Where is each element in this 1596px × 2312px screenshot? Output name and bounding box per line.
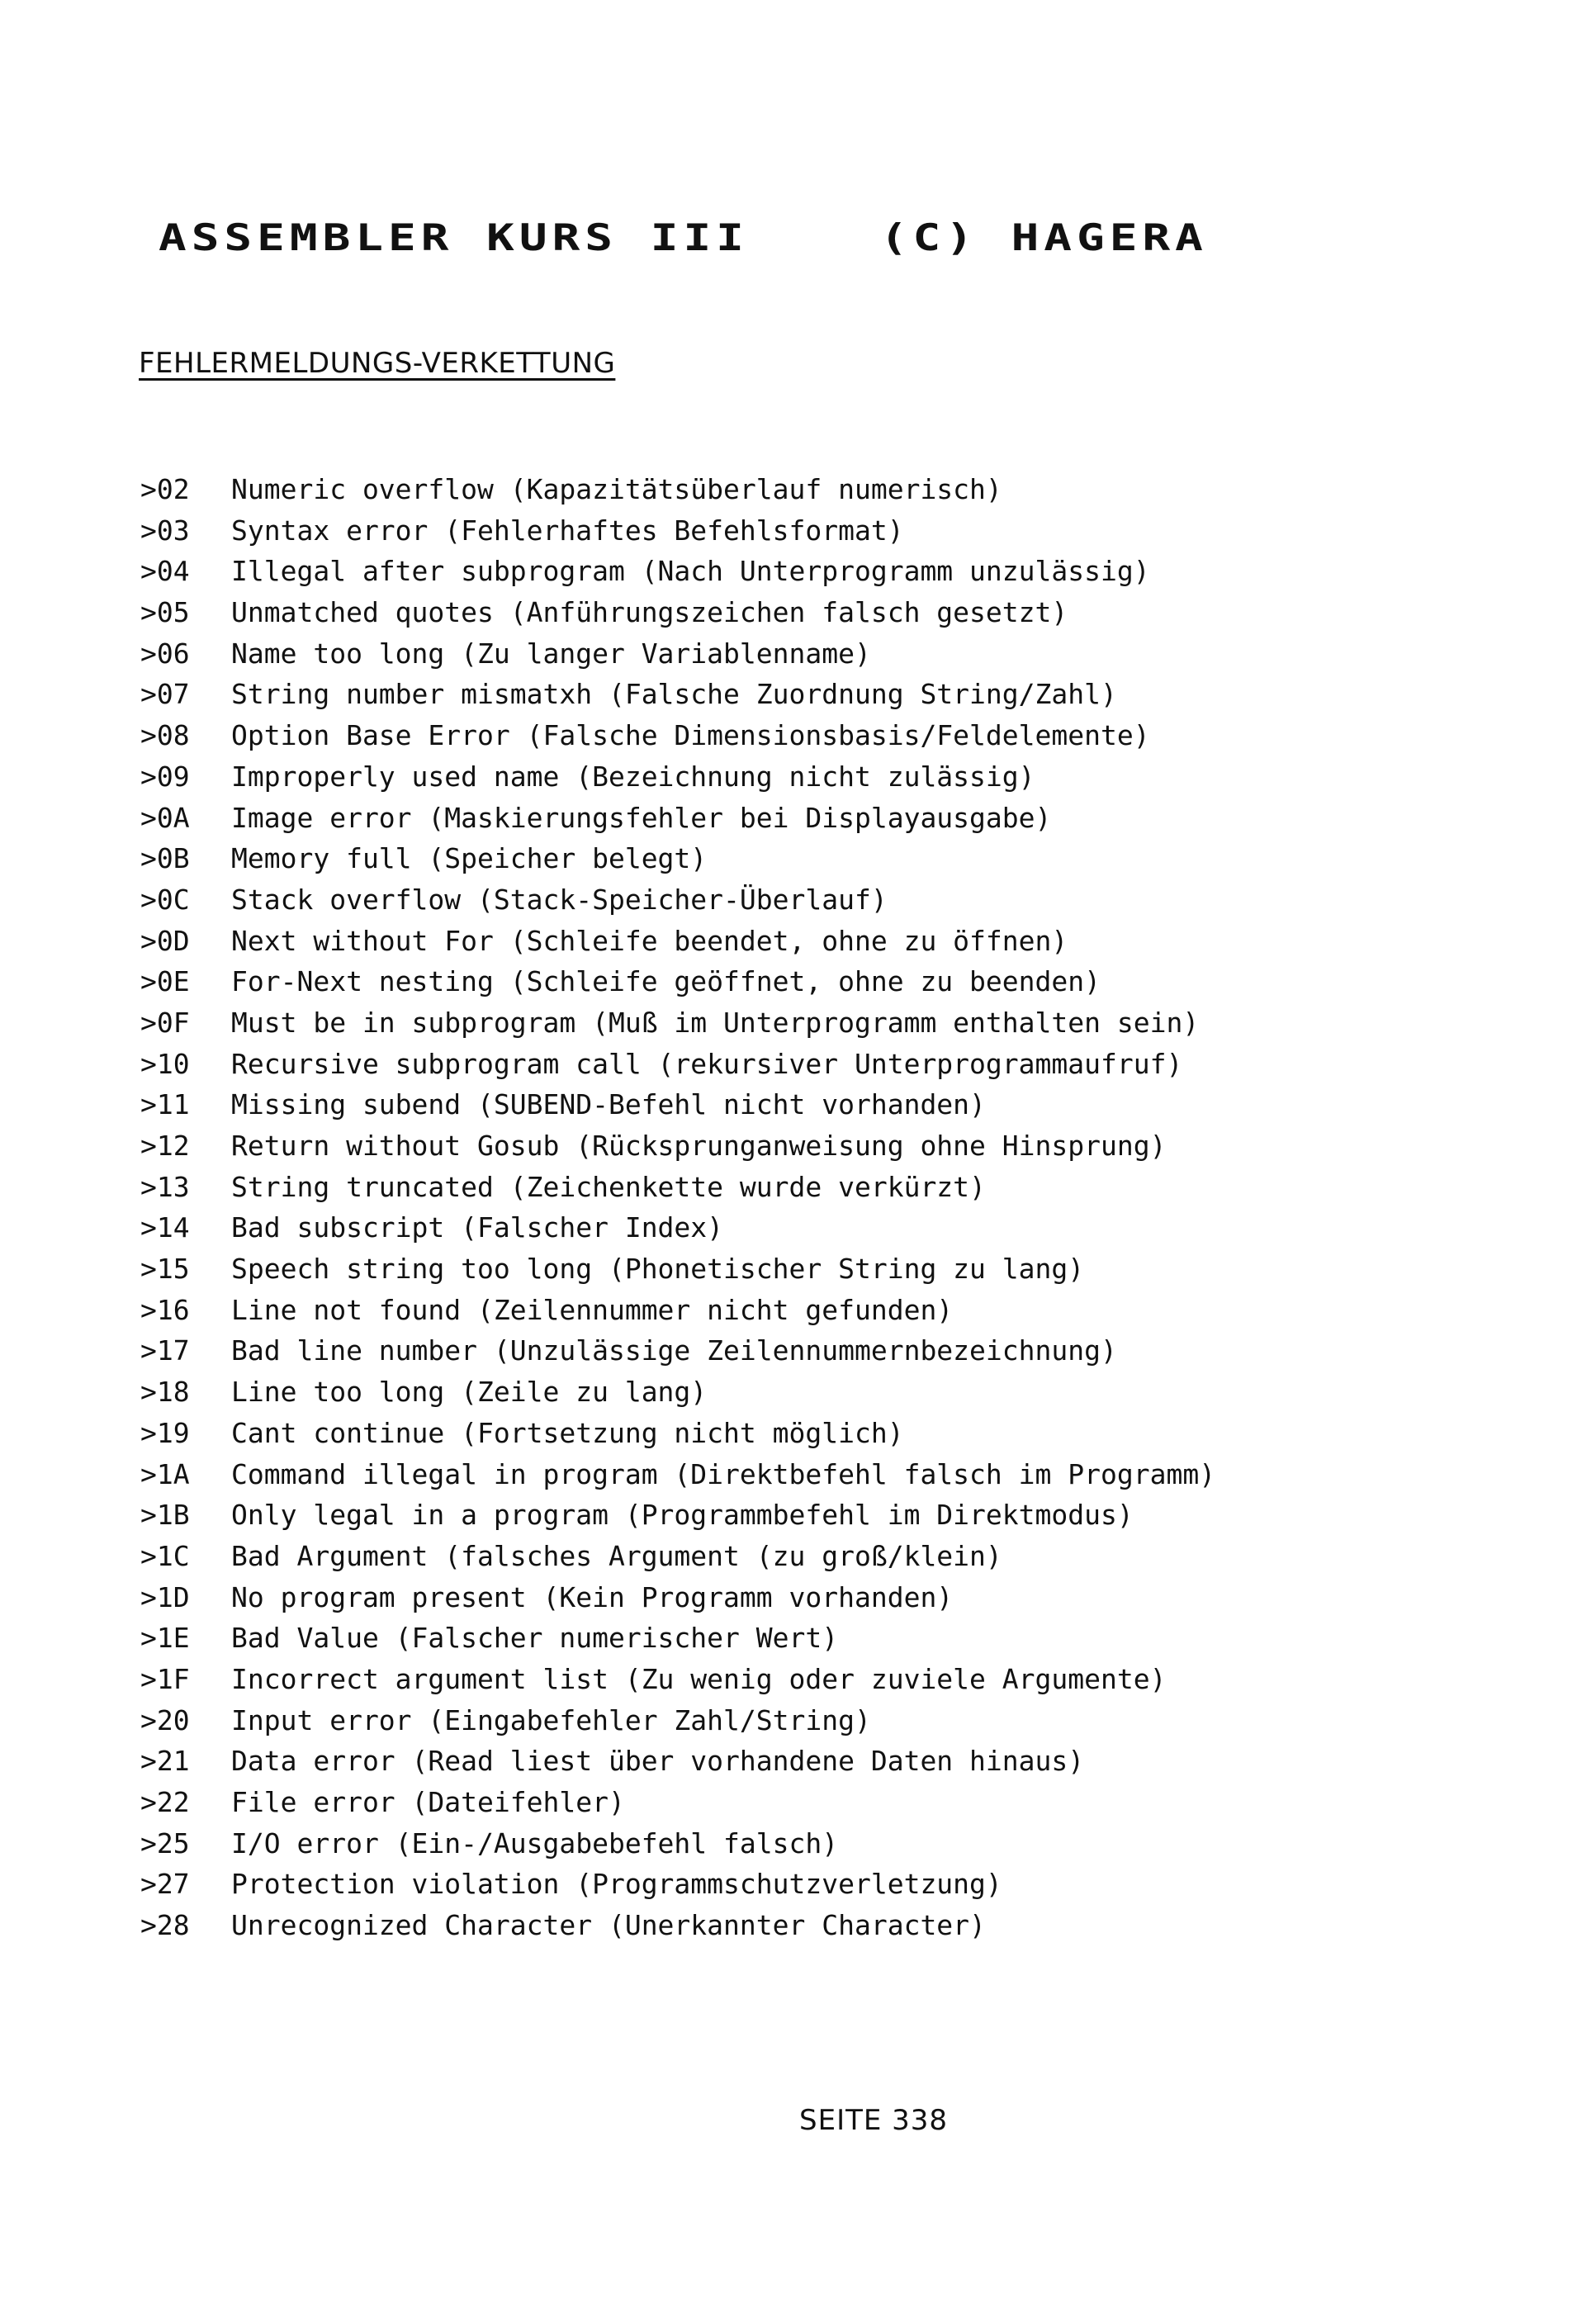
error-description: Only legal in a program (Programmbefehl im Direktmodus) <box>231 1499 1134 1532</box>
error-code: >08 <box>140 719 190 752</box>
error-description: Name too long (Zu langer Variablenname) <box>231 637 871 670</box>
error-code: >22 <box>140 1786 190 1818</box>
error-list-item <box>140 1125 1585 1167</box>
error-code: >03 <box>140 514 190 547</box>
error-code: >0A <box>140 801 190 834</box>
error-description: Bad Argument (falsches Argument (zu groß/klein) <box>231 1539 1002 1572</box>
error-description: Bad subscript (Falscher Index) <box>231 1211 724 1244</box>
error-list-item <box>140 838 1585 879</box>
error-description: Line too long (Zeile zu lang) <box>231 1376 708 1409</box>
error-description: For-Next nesting (Schleife geöffnet, ohne zu beenden) <box>231 965 1101 998</box>
page-number: SEITE 338 <box>799 2104 949 2137</box>
error-list-item <box>140 1659 1585 1700</box>
error-description: Line not found (Zeilennummer nicht gefunden) <box>231 1293 954 1326</box>
error-list-item <box>140 1330 1585 1372</box>
error-description: Illegal after subprogram (Nach Unterprogramm unzulässig) <box>231 555 1150 588</box>
error-list-item <box>140 1536 1585 1577</box>
error-description: Option Base Error (Falsche Dimensionsbasis/Feldelemente) <box>231 719 1150 752</box>
error-list-item <box>140 1577 1585 1618</box>
error-code: >27 <box>140 1868 190 1901</box>
error-list-item <box>140 1495 1585 1536</box>
error-code: >28 <box>140 1909 190 1942</box>
error-code: >1D <box>140 1580 190 1613</box>
error-code: >11 <box>140 1088 190 1121</box>
error-code: >13 <box>140 1170 190 1203</box>
error-list-item <box>140 1454 1585 1495</box>
error-description: Recursive subprogram call (rekursiver Unterprogrammaufruf) <box>231 1047 1183 1080</box>
error-list-item <box>140 798 1585 839</box>
error-list-item <box>140 1002 1585 1044</box>
error-description: Protection violation (Programmschutzverletzung) <box>231 1868 1002 1901</box>
error-description: Incorrect argument list (Zu wenig oder zuviele Argumente) <box>231 1662 1167 1695</box>
error-code: >06 <box>140 637 190 670</box>
error-code: >15 <box>140 1253 190 1286</box>
error-description: Bad Value (Falscher numerischer Wert) <box>231 1622 839 1655</box>
error-list-item <box>140 1618 1585 1659</box>
error-description: Numeric overflow (Kapazitätsüberlauf numerisch) <box>231 473 1002 505</box>
error-list-item <box>140 1413 1585 1454</box>
error-list-item <box>140 1782 1585 1823</box>
error-description: Speech string too long (Phonetischer String zu lang) <box>231 1253 1085 1286</box>
error-description: Input error (Eingabefehler Zahl/String) <box>231 1703 871 1736</box>
error-list-item <box>140 715 1585 756</box>
error-list-item <box>140 551 1585 592</box>
error-code: >1E <box>140 1622 190 1655</box>
error-code: >18 <box>140 1376 190 1409</box>
error-description: Improperly used name (Bezeichnung nicht zulässig) <box>231 760 1035 793</box>
error-list-item <box>140 510 1585 552</box>
error-description: Missing subend (SUBEND-Befehl nicht vorhanden) <box>231 1088 986 1121</box>
error-description: String number mismatxh (Falsche Zuordnung String/Zahl) <box>231 678 1117 711</box>
error-list-item <box>140 1372 1585 1413</box>
error-list-item <box>140 1207 1585 1248</box>
error-list-item <box>140 1864 1585 1905</box>
error-description: Cant continue (Fortsetzung nicht möglich) <box>231 1416 904 1449</box>
error-description: Image error (Maskierungsfehler bei Displayausgabe) <box>231 801 1052 834</box>
error-description: Syntax error (Fehlerhaftes Befehlsformat) <box>231 514 904 547</box>
error-description: Stack overflow (Stack-Speicher-Überlauf) <box>231 883 888 916</box>
error-list-item <box>140 879 1585 921</box>
error-list-item <box>140 1741 1585 1782</box>
error-list-item <box>140 1044 1585 1085</box>
error-list-item <box>140 1823 1585 1864</box>
error-description: String truncated (Zeichenkette wurde verkürzt) <box>231 1170 986 1203</box>
error-code: >0E <box>140 965 190 998</box>
error-description: Must be in subprogram (Muß im Unterprogramm enthalten sein) <box>231 1006 1200 1039</box>
error-description: I/O error (Ein-/Ausgabebefehl falsch) <box>231 1826 839 1860</box>
error-description: Return without Gosub (Rücksprunganweisung ohne Hinsprung) <box>231 1130 1167 1162</box>
error-code: >20 <box>140 1703 190 1736</box>
error-code: >05 <box>140 596 190 629</box>
error-list-item <box>140 469 1585 510</box>
section-heading: FEHLERMELDUNGS-VERKETTUNG <box>139 347 616 380</box>
error-code: >21 <box>140 1745 190 1778</box>
error-list-item <box>140 1905 1585 1946</box>
error-code: >1B <box>140 1499 190 1532</box>
document-header-title: ASSEMBLER KURS III (C) HAGERA <box>159 216 1208 259</box>
error-list-item <box>140 756 1585 798</box>
error-code: >09 <box>140 760 190 793</box>
error-description: Data error (Read liest über vorhandene Daten hinaus) <box>231 1745 1085 1778</box>
error-code: >25 <box>140 1826 190 1860</box>
error-code: >12 <box>140 1130 190 1162</box>
error-description: Memory full (Speicher belegt) <box>231 842 708 875</box>
error-list-item <box>140 633 1585 675</box>
error-code: >1F <box>140 1662 190 1695</box>
error-list-item <box>140 1248 1585 1290</box>
error-code: >17 <box>140 1334 190 1367</box>
error-code: >1A <box>140 1457 190 1490</box>
error-list-item <box>140 1167 1585 1208</box>
error-description: Next without For (Schleife beendet, ohne zu öffnen) <box>231 924 1068 957</box>
error-description: File error (Dateifehler) <box>231 1786 625 1818</box>
error-code: >0F <box>140 1006 190 1039</box>
error-code: >0B <box>140 842 190 875</box>
error-list-item <box>140 1700 1585 1741</box>
error-code: >04 <box>140 555 190 588</box>
error-code: >19 <box>140 1416 190 1449</box>
error-list-item <box>140 1084 1585 1125</box>
error-code: >02 <box>140 473 190 505</box>
error-code: >0D <box>140 924 190 957</box>
error-description: Command illegal in program (Direktbefehl falsch im Programm) <box>231 1457 1216 1490</box>
error-message-list <box>140 469 1585 1946</box>
error-code: >0C <box>140 883 190 916</box>
error-list-item <box>140 674 1585 715</box>
error-list-item <box>140 1290 1585 1331</box>
error-code: >10 <box>140 1047 190 1080</box>
error-list-item <box>140 592 1585 633</box>
error-code: >16 <box>140 1293 190 1326</box>
error-description: Unmatched quotes (Anführungszeichen falsch gesetzt) <box>231 596 1068 629</box>
error-code: >14 <box>140 1211 190 1244</box>
error-description: Bad line number (Unzulässige Zeilennummernbezeichnung) <box>231 1334 1117 1367</box>
error-description: Unrecognized Character (Unerkannter Character) <box>231 1909 986 1942</box>
error-description: No program present (Kein Programm vorhanden) <box>231 1580 954 1613</box>
error-list-item <box>140 961 1585 1002</box>
error-code: >07 <box>140 678 190 711</box>
error-code: >1C <box>140 1539 190 1572</box>
error-list-item <box>140 921 1585 962</box>
